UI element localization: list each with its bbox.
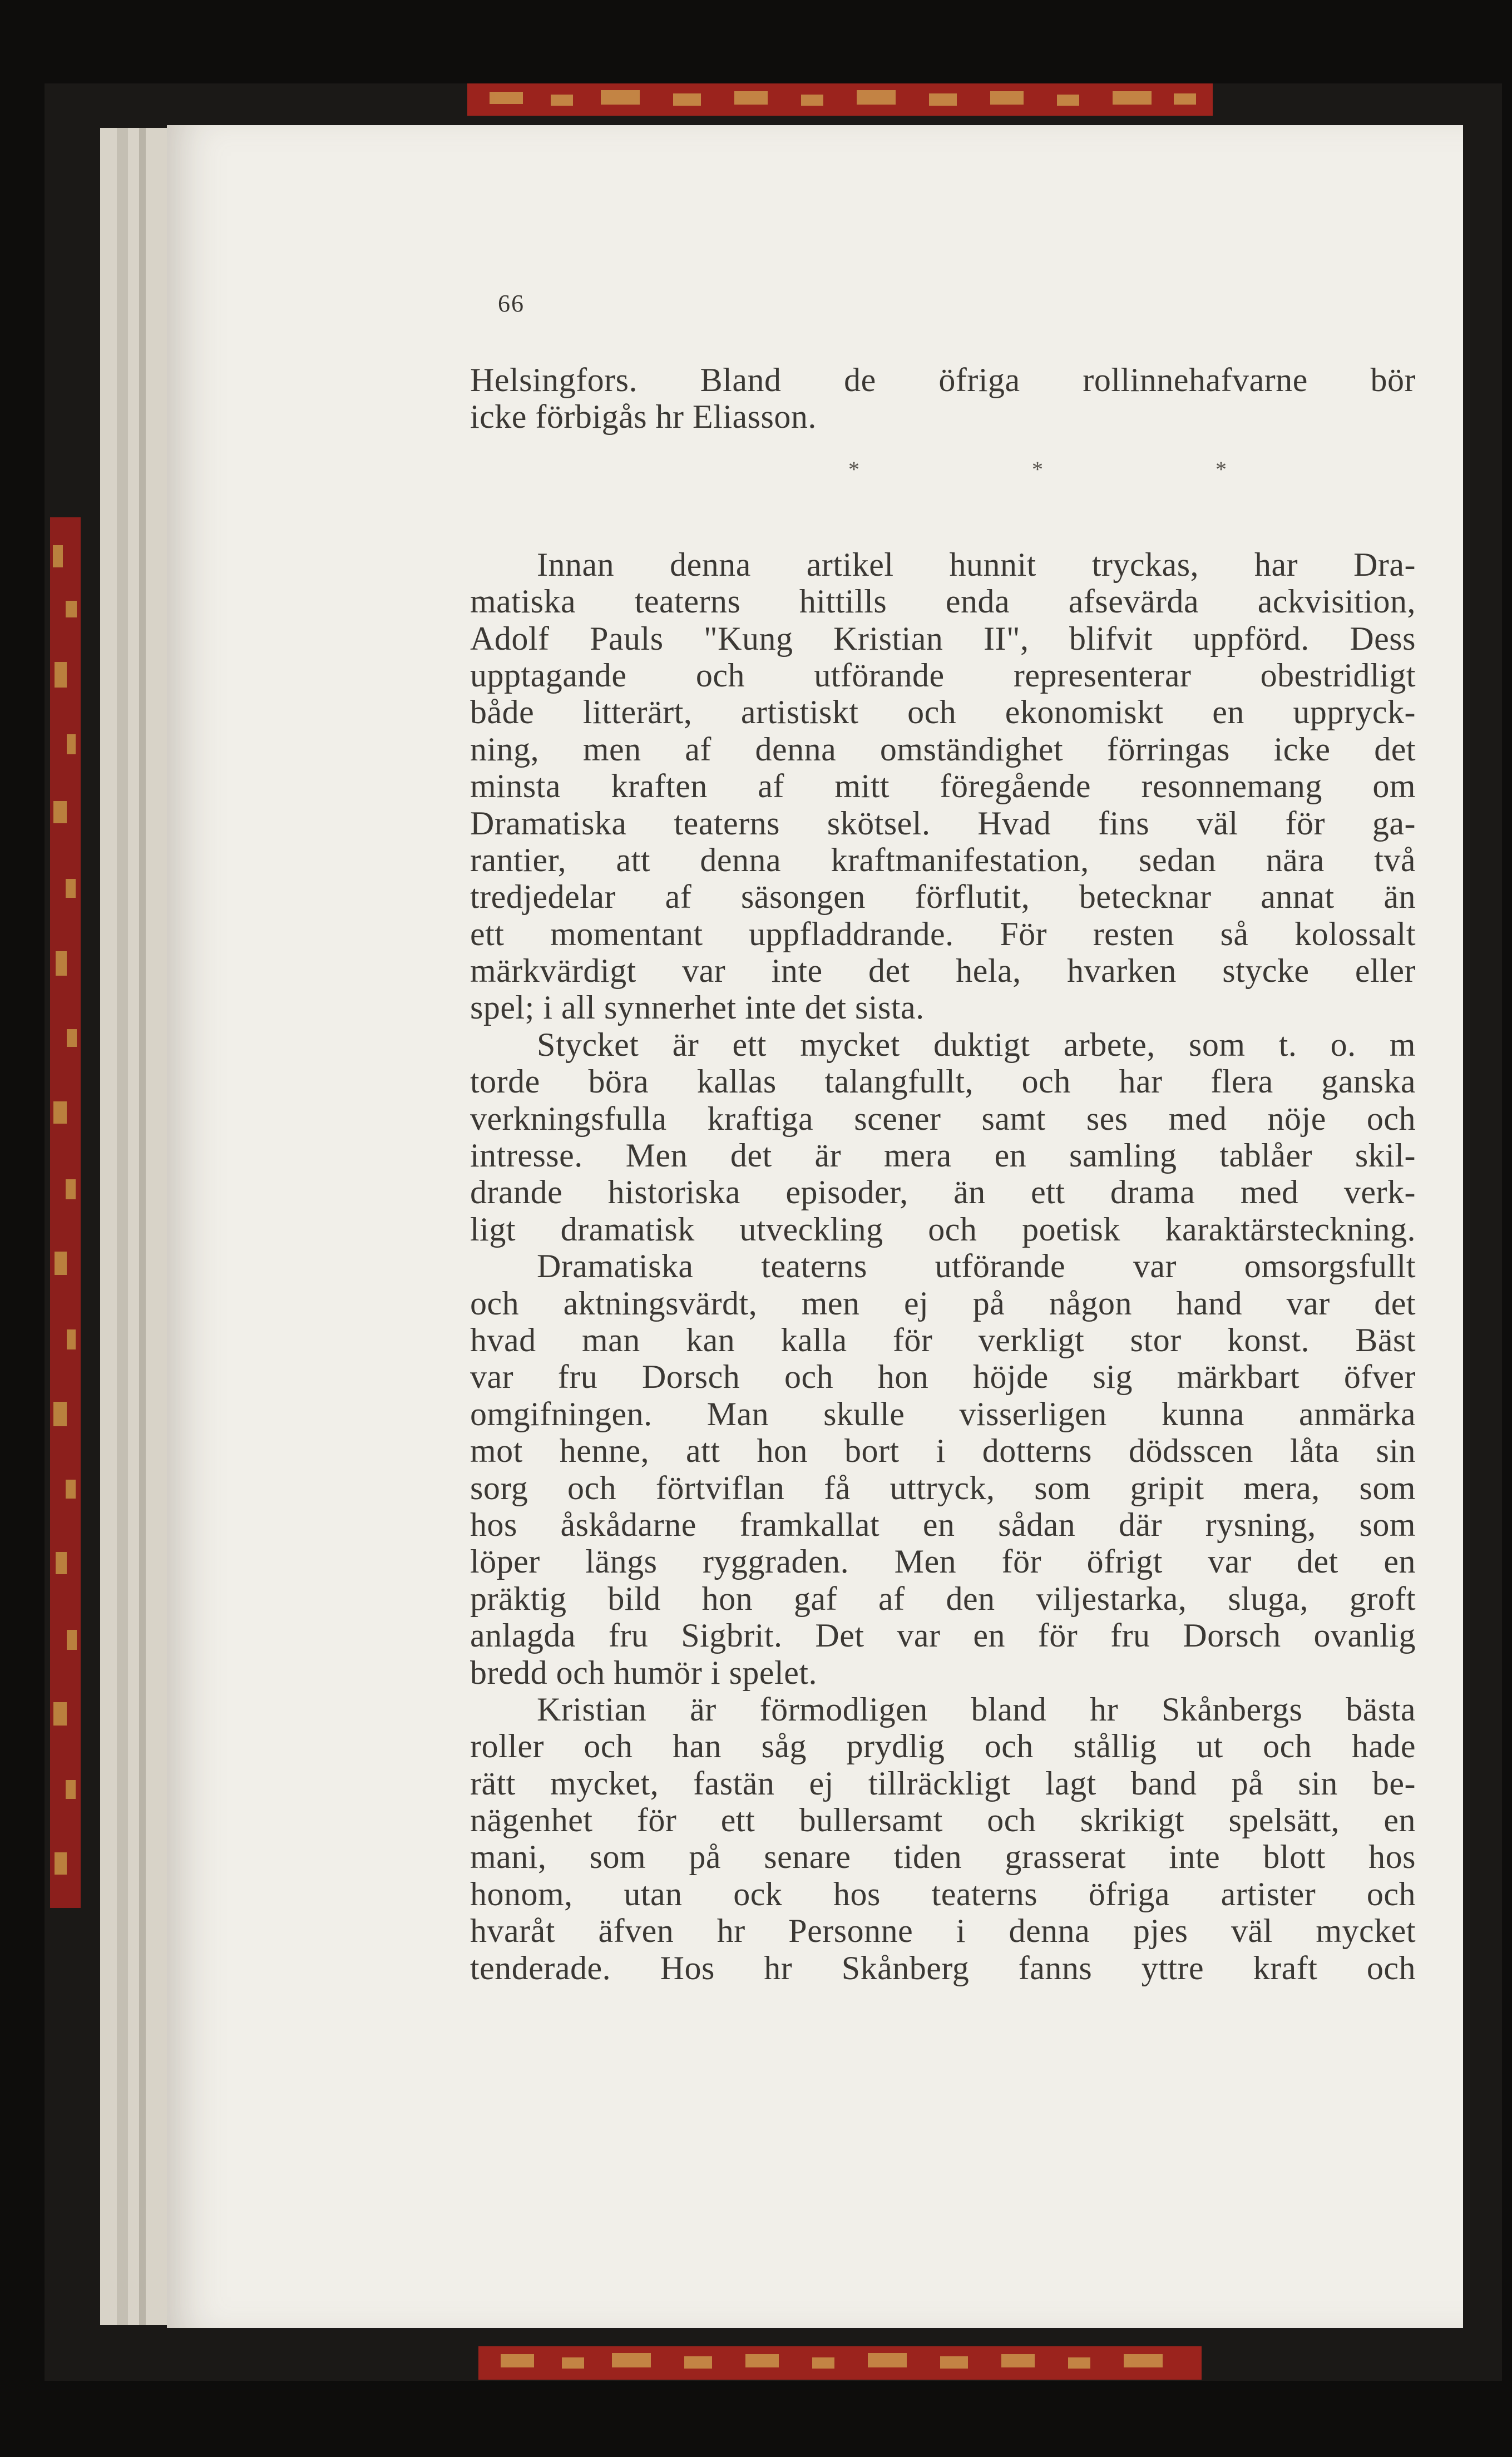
text-line: Adolf Pauls "Kung Kristian II", blifvit uppförd. Dess bbox=[470, 620, 1416, 657]
text-line: Innan denna artikel hunnit tryckas, har Dra- bbox=[537, 546, 1416, 583]
text-line: märkvärdigt var inte det hela, hvarken stycke eller bbox=[470, 952, 1416, 990]
text-line: spel; i all synnerhet inte det sista. bbox=[470, 989, 925, 1026]
text-line: ning, men af denna omständighet förringas icke det bbox=[470, 730, 1416, 768]
text-line: sorg och förtviflan få uttryck, som gripit mera, som bbox=[470, 1469, 1416, 1506]
text-line: löper längs ryggraden. Men för öfrigt var det en bbox=[470, 1543, 1416, 1580]
text-line: intresse. Men det är mera en samling tablåer skil- bbox=[470, 1137, 1416, 1174]
text-line: hos åskådarne framkallat en sådan där rysning, som bbox=[470, 1506, 1416, 1543]
text-line: och aktningsvärdt, men ej på någon hand var det bbox=[470, 1284, 1416, 1322]
section-separator bbox=[470, 436, 1416, 546]
text-line: honom, utan ock hos teaterns öfriga artister och bbox=[470, 1875, 1416, 1912]
paragraph-5 bbox=[470, 1691, 1416, 1986]
text-line: rätt mycket, fastän ej tillräckligt lagt band på sin be- bbox=[470, 1764, 1416, 1802]
text-line: mani, som på senare tiden grasserat inte blott hos bbox=[470, 1838, 1416, 1876]
text-line: torde böra kallas talangfullt, och har flera ganska bbox=[470, 1063, 1416, 1100]
text-line: omgifningen. Man skulle visserligen kunna anmärka bbox=[470, 1395, 1416, 1432]
text-line: ligt dramatisk utveckling och poetisk karaktärsteckning. bbox=[470, 1210, 1416, 1248]
text-line: ett momentant uppfladdrande. För resten så kolossalt bbox=[470, 915, 1416, 952]
text-line: Dramatiska teaterns utförande var omsorgsfullt bbox=[537, 1248, 1416, 1285]
paragraph-3 bbox=[470, 1026, 1416, 1248]
text-line: bredd och humör i spelet. bbox=[470, 1654, 818, 1691]
text-line: nägenhet för ett bullersamt och skrikigt spelsätt, en bbox=[470, 1802, 1416, 1839]
text-line: roller och han såg prydlig och stållig ut och hade bbox=[470, 1728, 1416, 1765]
text-line: tenderade. Hos hr Skånberg fanns yttre kraft och bbox=[470, 1949, 1416, 1986]
text-line: icke förbigås hr Eliasson. bbox=[470, 398, 817, 436]
paragraph-2 bbox=[470, 546, 1416, 1026]
text-line: anlagda fru Sigbrit. Det var en för fru Dorsch ovanlig bbox=[470, 1617, 1416, 1654]
text-line: minsta kraften af mitt föregående resonnemang om bbox=[470, 768, 1416, 805]
text-line: tredjedelar af säsongen förflutit, betecknar annat än bbox=[470, 878, 1416, 916]
text-line: hvaråt äfven hr Personne i denna pjes väl mycket bbox=[470, 1912, 1416, 1950]
text-line: Kristian är förmodligen bland hr Skånbergs bästa bbox=[537, 1690, 1416, 1728]
text-line: Stycket är ett mycket duktigt arbete, som t. o. m bbox=[537, 1026, 1416, 1063]
text-line: hvad man kan kalla för verkligt stor konst. Bäst bbox=[470, 1321, 1416, 1358]
text-line: mot henne, att hon bort i dotterns dödsscen låta sin bbox=[470, 1432, 1416, 1470]
text-line: matiska teaterns hittills enda afsevärda ackvisition, bbox=[470, 583, 1416, 620]
text-line: var fru Dorsch och hon höjde sig märkbart öfver bbox=[470, 1358, 1416, 1396]
text-line: upptagande och utförande representerar obestridligt bbox=[470, 656, 1416, 694]
text-line: Dramatiska teaterns skötsel. Hvad fins väl för ga- bbox=[470, 804, 1416, 842]
text-line: drande historiska episoder, än ett drama med verk- bbox=[470, 1174, 1416, 1211]
text-line: rantier, att denna kraftmanifestation, sedan nära två bbox=[470, 841, 1416, 878]
article-text bbox=[470, 362, 1416, 1986]
text-line: präktig bild hon gaf af den viljestarka, sluga, groft bbox=[470, 1580, 1416, 1617]
paragraph-1 bbox=[470, 362, 1416, 436]
asterism: * * * bbox=[848, 456, 1310, 482]
text-line: verkningsfulla kraftiga scener samt ses med nöje och bbox=[470, 1100, 1416, 1137]
paragraph-4 bbox=[470, 1248, 1416, 1691]
text-line: Helsingfors. Bland de öfriga rollinnehafvarne bör bbox=[470, 362, 1416, 398]
text-line: både litterärt, artistiskt och ekonomiskt en uppryck- bbox=[470, 694, 1416, 731]
page-number: 66 bbox=[498, 290, 525, 317]
